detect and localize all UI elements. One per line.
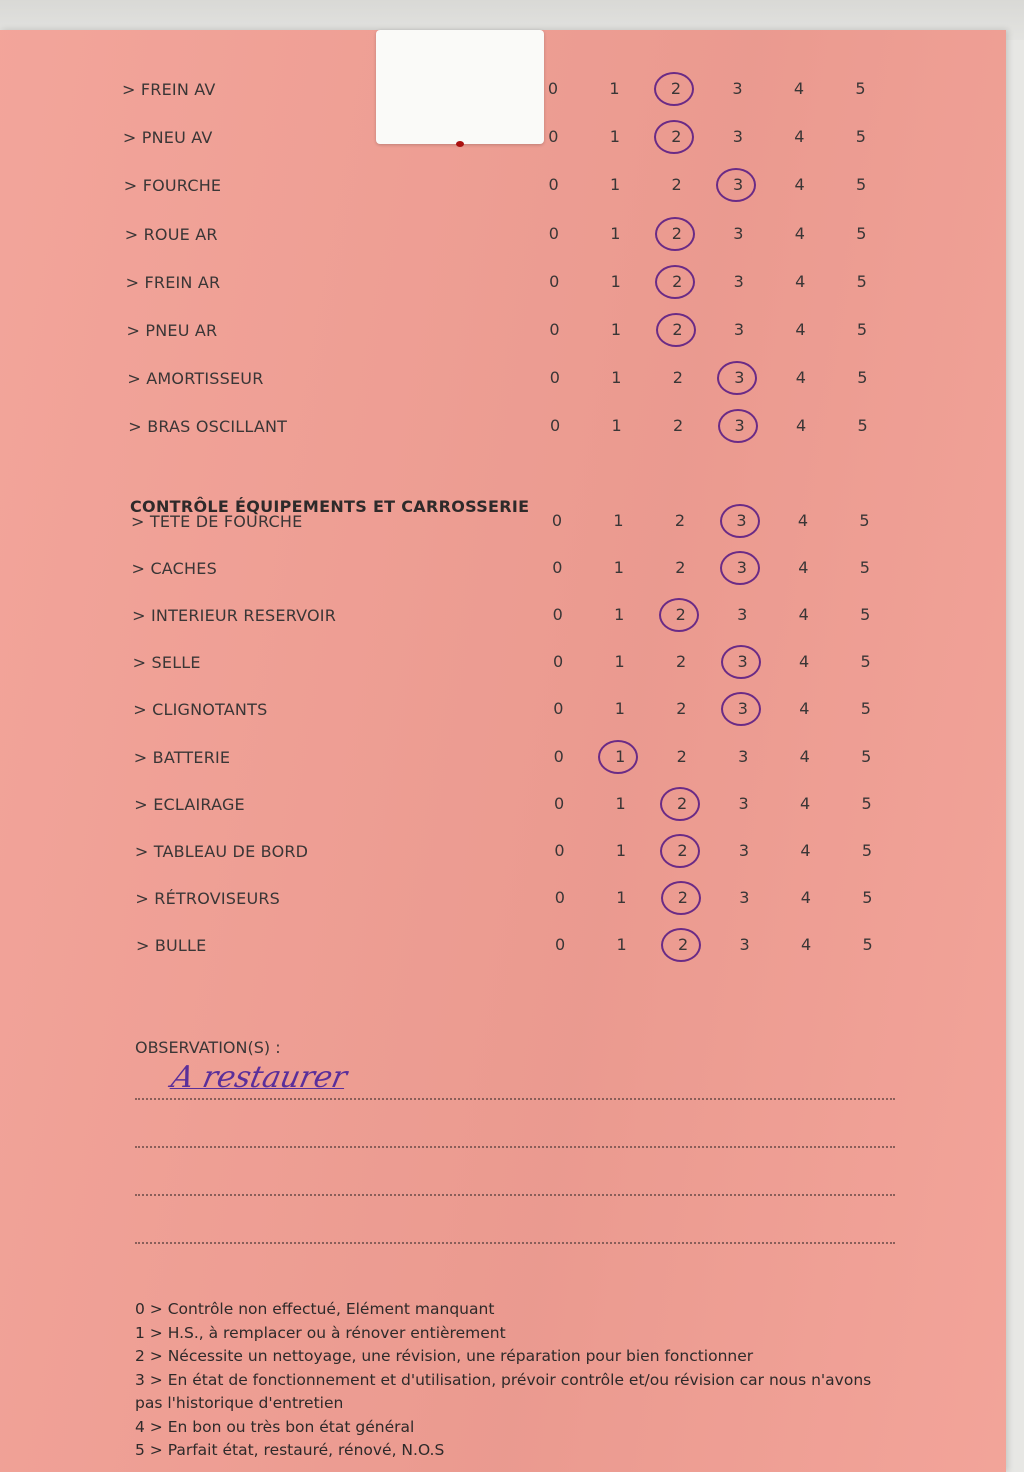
rating-row-label: > FREIN AV (122, 80, 216, 99)
rating-value-3[interactable]: 3 (733, 223, 744, 243)
rating-value-3[interactable]: 3 (732, 511, 752, 530)
rating-row (0, 173, 1006, 203)
rating-value-4[interactable]: 4 (796, 416, 807, 436)
rating-value-1[interactable]: 1 (615, 793, 626, 813)
rating-value-0[interactable]: 0 (554, 887, 565, 907)
rating-value-4[interactable]: 4 (797, 511, 809, 530)
rating-value-0[interactable]: 0 (549, 320, 560, 339)
rating-value-5[interactable]: 5 (861, 746, 872, 766)
observation-line (135, 1194, 895, 1196)
rating-row-label: > CACHES (131, 559, 217, 579)
rating-value-4[interactable]: 4 (794, 223, 805, 243)
observation-line (135, 1098, 895, 1100)
rating-value-1[interactable]: 1 (610, 271, 621, 291)
rating-value-2[interactable]: 2 (671, 175, 682, 195)
rating-value-5[interactable]: 5 (862, 934, 873, 954)
rating-row-label: > BRAS OSCILLANT (128, 417, 288, 437)
rating-value-5[interactable]: 5 (857, 416, 868, 436)
rating-value-5[interactable]: 5 (856, 320, 868, 339)
rating-value-0[interactable]: 0 (554, 793, 565, 813)
selected-rating-circle (656, 313, 696, 347)
section-title: CONTRÔLE ÉQUIPEMENTS ET CARROSSERIE (130, 497, 530, 516)
rating-row-label: > FREIN AR (125, 272, 221, 292)
rating-value-2[interactable]: 2 (674, 511, 686, 530)
rating-value-5[interactable]: 5 (860, 699, 871, 719)
rating-row-label: > BATTERIE (133, 747, 231, 767)
selected-rating-circle (654, 120, 694, 154)
rating-row (0, 366, 1006, 396)
selected-rating-circle (716, 168, 756, 202)
selected-rating-circle (661, 881, 701, 915)
selected-rating-circle (660, 787, 700, 821)
rating-row (0, 745, 1006, 775)
rating-value-2[interactable]: 2 (672, 368, 683, 388)
rating-value-3[interactable]: 3 (733, 652, 753, 671)
rating-value-1[interactable]: 1 (610, 320, 622, 339)
rating-value-0[interactable]: 0 (549, 368, 560, 388)
rating-value-2[interactable]: 2 (667, 224, 687, 243)
rating-value-0[interactable]: 0 (555, 934, 566, 954)
rating-row-label: > ECLAIRAGE (134, 794, 245, 814)
rating-value-5[interactable]: 5 (855, 127, 866, 147)
rating-value-4[interactable]: 4 (798, 652, 810, 672)
rating-value-3[interactable]: 3 (728, 175, 748, 194)
rating-value-4[interactable]: 4 (795, 368, 806, 388)
rating-value-3[interactable]: 3 (732, 127, 743, 147)
rating-value-3[interactable]: 3 (733, 271, 744, 291)
rating-row-label: > ROUE AR (124, 224, 218, 244)
rating-row-label: > PNEU AR (126, 321, 218, 340)
rating-value-5[interactable]: 5 (855, 79, 866, 98)
selected-rating-circle (661, 928, 701, 962)
rating-row-label: > INTERIEUR RESERVOIR (132, 606, 337, 626)
rating-value-5[interactable]: 5 (859, 558, 870, 578)
rating-value-1[interactable]: 1 (611, 416, 622, 436)
rating-value-1[interactable]: 1 (614, 699, 625, 719)
rating-value-5[interactable]: 5 (862, 887, 873, 907)
rating-value-0[interactable]: 0 (548, 175, 559, 195)
rating-value-2[interactable]: 2 (675, 558, 686, 578)
rating-value-3[interactable]: 3 (737, 605, 748, 625)
rating-row (0, 556, 1006, 586)
rating-value-4[interactable]: 4 (800, 793, 811, 813)
rating-row-label: > SELLE (132, 653, 201, 673)
rating-row-label: > BULLE (135, 935, 207, 955)
rating-row (0, 270, 1006, 300)
selected-rating-circle (660, 834, 700, 868)
rating-value-5[interactable]: 5 (856, 175, 867, 195)
rating-value-4[interactable]: 4 (801, 934, 812, 954)
rating-value-5[interactable]: 5 (856, 223, 867, 243)
rating-value-1[interactable]: 1 (616, 934, 627, 954)
selected-rating-circle (717, 361, 757, 395)
rating-row (0, 77, 1006, 107)
rating-value-2[interactable]: 2 (666, 79, 686, 98)
rating-value-4[interactable]: 4 (798, 558, 809, 578)
rating-value-1[interactable]: 1 (611, 368, 622, 388)
rating-value-3[interactable]: 3 (732, 558, 752, 577)
rating-value-5[interactable]: 5 (859, 511, 870, 530)
observations-label: OBSERVATION(S) : (135, 1038, 281, 1057)
selected-rating-circle (655, 217, 695, 251)
selected-rating-circle (720, 551, 760, 585)
rating-value-2[interactable]: 2 (667, 272, 687, 291)
rating-value-4[interactable]: 4 (793, 79, 805, 98)
rating-row (0, 886, 1006, 916)
rating-row (0, 222, 1006, 252)
rating-value-5[interactable]: 5 (860, 605, 871, 625)
rating-row-label: > FOURCHE (123, 176, 222, 196)
legend-item: 5 > Parfait état, restauré, rénové, N.O.S (135, 1441, 445, 1459)
rating-row (0, 933, 1006, 963)
rating-value-2[interactable]: 2 (672, 841, 692, 860)
rating-value-1[interactable]: 1 (609, 79, 620, 98)
rating-value-0[interactable]: 0 (552, 652, 564, 672)
rating-row-label: > TABLEAU DE BORD (134, 841, 309, 861)
rating-value-3[interactable]: 3 (730, 416, 750, 435)
rating-value-3[interactable]: 3 (738, 793, 749, 813)
rating-row-label: > AMORTISSEUR (127, 369, 264, 389)
rating-value-0[interactable]: 0 (547, 79, 559, 98)
rating-value-2[interactable]: 2 (671, 605, 691, 624)
rating-row-label: > RÉTROVISEURS (135, 888, 281, 908)
rating-row (0, 650, 1006, 680)
rating-value-0[interactable]: 0 (552, 558, 563, 578)
selected-rating-circle (655, 265, 695, 299)
rating-value-3[interactable]: 3 (739, 887, 750, 907)
rating-value-1[interactable]: 1 (613, 511, 624, 530)
rating-value-5[interactable]: 5 (860, 652, 871, 672)
rating-row-label: > PNEU AV (122, 128, 213, 148)
rating-value-0[interactable]: 0 (550, 416, 561, 436)
rating-value-5[interactable]: 5 (861, 793, 872, 813)
rating-value-3[interactable]: 3 (739, 934, 750, 954)
rating-value-0[interactable]: 0 (551, 511, 563, 530)
rating-value-0[interactable]: 0 (548, 223, 559, 243)
rating-value-2[interactable]: 2 (675, 652, 687, 672)
rating-value-4[interactable]: 4 (799, 746, 810, 766)
rating-value-1[interactable]: 1 (614, 605, 625, 625)
rating-row (0, 697, 1006, 727)
observation-line (135, 1146, 895, 1148)
rating-value-4[interactable]: 4 (800, 887, 811, 907)
selected-rating-circle (720, 504, 760, 538)
rating-value-1[interactable]: 1 (616, 887, 627, 907)
rating-row (0, 792, 1006, 822)
rating-row (0, 603, 1006, 633)
rating-row (0, 414, 1006, 444)
legend-item: 0 > Contrôle non effectué, Elément manquant (135, 1300, 495, 1318)
legend-item: 1 > H.S., à remplacer ou à rénover entièrement (135, 1323, 506, 1342)
rating-value-0[interactable]: 0 (552, 605, 563, 625)
rating-value-2[interactable]: 2 (676, 699, 687, 719)
rating-value-1[interactable]: 1 (615, 840, 627, 860)
selected-rating-circle (654, 72, 694, 106)
rating-value-2[interactable]: 2 (676, 746, 687, 766)
legend-item: 2 > Nécessite un nettoyage, une révision, une réparation pour bien fonctionner (135, 1347, 754, 1365)
legend-item: 4 > En bon ou très bon état général (135, 1417, 415, 1436)
rating-value-0[interactable]: 0 (549, 271, 560, 291)
legend-item: 3 > En état de fonctionnement et d'utilisation, prévoir contrôle et/ou révision car nous n'avons pas l'historique d'entretien (135, 1370, 872, 1412)
rating-value-4[interactable]: 4 (795, 320, 806, 339)
selected-rating-circle (659, 598, 699, 632)
rating-value-3[interactable]: 3 (733, 699, 753, 718)
rating-value-2[interactable]: 2 (673, 935, 693, 954)
rating-row-label: > CLIGNOTANTS (133, 700, 268, 720)
selected-rating-circle (718, 409, 758, 443)
rating-value-1[interactable]: 1 (609, 127, 620, 147)
rating-value-5[interactable]: 5 (861, 840, 873, 860)
observation-line (135, 1242, 895, 1244)
rating-legend (135, 1298, 895, 1463)
rating-row (0, 318, 1006, 348)
rating-value-3[interactable]: 3 (738, 840, 750, 860)
rating-value-0[interactable]: 0 (553, 746, 564, 766)
rating-value-4[interactable]: 4 (794, 127, 805, 147)
rating-value-0[interactable]: 0 (548, 127, 559, 147)
rating-value-1[interactable]: 1 (610, 747, 630, 766)
rating-value-3[interactable]: 3 (733, 320, 745, 339)
selected-rating-circle (598, 740, 638, 774)
rating-value-2[interactable]: 2 (672, 794, 692, 813)
rating-value-0[interactable]: 0 (554, 840, 565, 860)
rating-value-1[interactable]: 1 (614, 652, 625, 672)
rating-value-2[interactable]: 2 (668, 320, 688, 339)
rating-value-2[interactable]: 2 (673, 416, 684, 436)
rating-value-5[interactable]: 5 (857, 368, 868, 388)
rating-value-4[interactable]: 4 (795, 271, 806, 291)
rating-value-4[interactable]: 4 (799, 699, 810, 719)
rating-value-3[interactable]: 3 (738, 746, 749, 766)
inspection-sheet (0, 30, 1006, 1472)
rating-value-2[interactable]: 2 (666, 127, 686, 146)
rating-value-5[interactable]: 5 (856, 271, 867, 291)
rating-value-4[interactable]: 4 (794, 175, 805, 195)
rating-value-1[interactable]: 1 (610, 223, 621, 243)
rating-row (0, 839, 1006, 869)
rating-value-0[interactable]: 0 (553, 699, 564, 719)
selected-rating-circle (721, 645, 761, 679)
rating-row (0, 125, 1006, 155)
rating-value-2[interactable]: 2 (673, 888, 693, 907)
rating-value-4[interactable]: 4 (798, 605, 809, 625)
rating-row (0, 509, 1006, 539)
rating-value-4[interactable]: 4 (800, 840, 811, 860)
rating-row-label: > TETE DE FOURCHE (131, 512, 303, 531)
rating-value-3[interactable]: 3 (729, 368, 749, 387)
rating-value-3[interactable]: 3 (732, 79, 743, 98)
selected-rating-circle (721, 692, 761, 726)
observations-handwritten-note: A restaurer (168, 1060, 351, 1095)
rating-value-1[interactable]: 1 (610, 175, 621, 195)
rating-value-1[interactable]: 1 (613, 558, 624, 578)
